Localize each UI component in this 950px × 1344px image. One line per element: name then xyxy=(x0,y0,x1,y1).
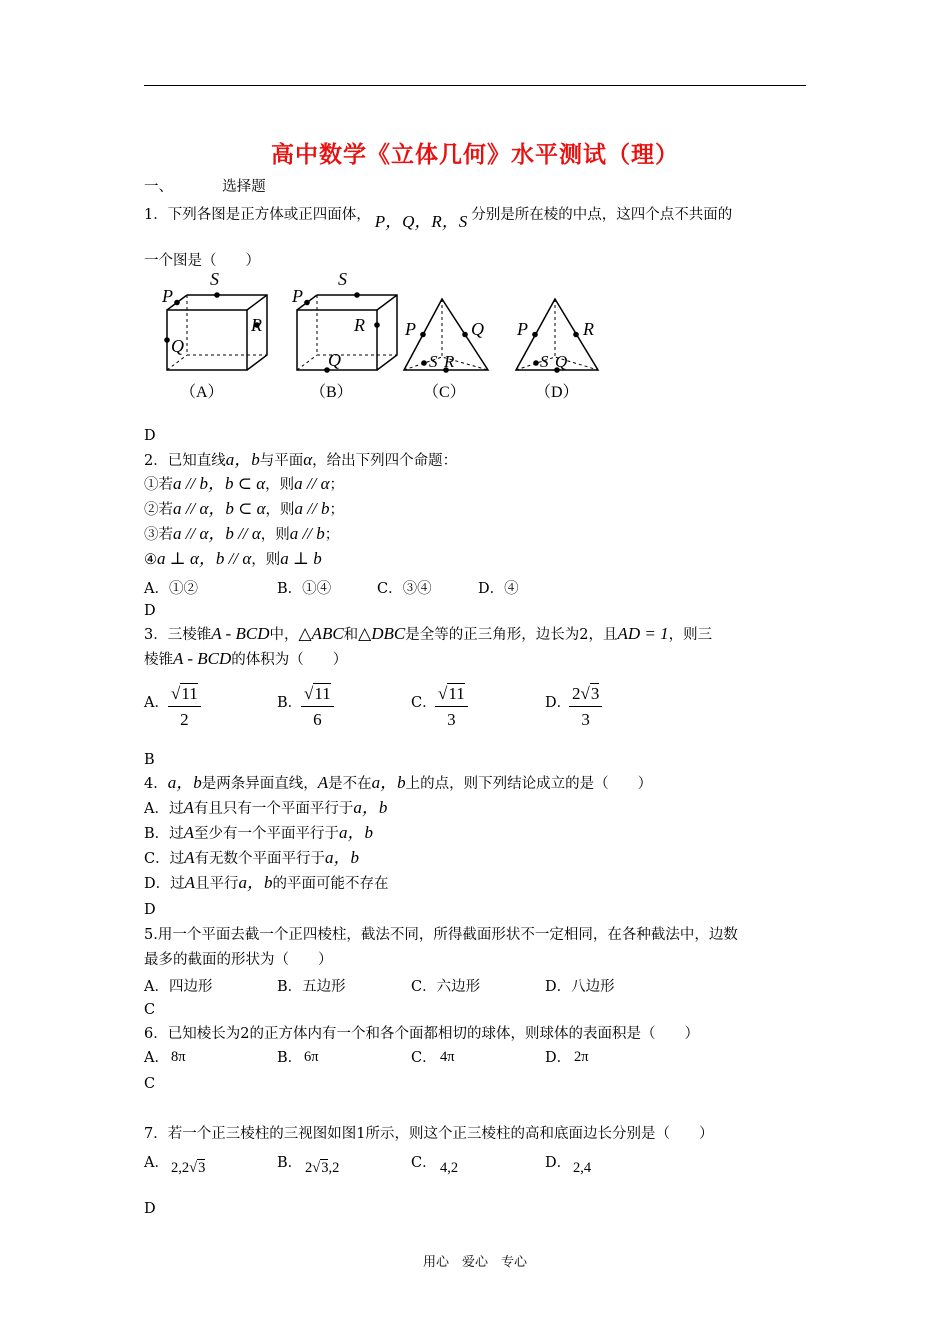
q6-option-c-value: 4π xyxy=(440,1049,455,1065)
q1-c-label-s: S xyxy=(429,352,438,371)
q6-answer: C xyxy=(144,1076,156,1092)
q1-a-point-s xyxy=(214,292,220,298)
q6-option-a-value: 8π xyxy=(171,1049,186,1065)
page-title: 高中数学《立体几何》水平测试（理） xyxy=(271,142,679,168)
q1-d-label-p: P xyxy=(517,319,528,339)
q7-option-c-label: C． xyxy=(411,1155,437,1171)
section-number: 一、 xyxy=(144,179,173,195)
q7-option-d-value: 2,4 xyxy=(573,1160,592,1176)
q1-b-caption: （B） xyxy=(310,384,353,401)
q4-option-a: A．过A有且只有一个平面平行于a，b xyxy=(144,798,388,817)
q3-option-b-value: $\frac{√11}{6}$ xyxy=(301,684,334,730)
q5-option-a: A．四边形 xyxy=(144,979,213,995)
section-title: 选择题 xyxy=(222,179,266,195)
q1-stem-line2: 一个图是（ ） xyxy=(144,253,260,269)
q3-stem-line1: 3．三棱锥A - BCD中，△ABC和△DBC是全等的正三角形，边长为2，且AD = 1，则三 xyxy=(144,624,713,643)
q2-proposition-1: ①若a // b，b ⊂ α，则a // α； xyxy=(144,474,344,493)
q6-option-b-value: 6π xyxy=(304,1049,319,1065)
q2-option-c: C．③④ xyxy=(377,581,432,597)
q7-option-a-value: 2,2√3 xyxy=(171,1160,206,1176)
q3-option-d-label: D． xyxy=(545,695,572,711)
q1-d-point-s xyxy=(533,360,539,366)
page-footer: 用心 爱心 专心 xyxy=(422,1255,527,1270)
q1-c-label-p: P xyxy=(405,319,416,339)
q3-option-a-label: A． xyxy=(144,695,169,711)
q2-option-a: A．①② xyxy=(144,581,198,597)
q3-option-c-label: C． xyxy=(411,695,437,711)
q1-c-point-p xyxy=(420,332,426,338)
q5-option-b: B．五边形 xyxy=(277,979,346,995)
q2-option-b: B．①④ xyxy=(277,581,332,597)
section-heading xyxy=(144,177,266,197)
q7-option-b-value: 2√3,2 xyxy=(305,1160,340,1176)
q7-answer: D xyxy=(144,1201,156,1217)
q5-stem-line2: 最多的截面的形状为（ ） xyxy=(144,952,333,968)
q1-a-point-p xyxy=(174,300,180,306)
q1-a-label-s: S xyxy=(210,269,219,289)
q1-b-label-s: S xyxy=(338,269,347,289)
q2-proposition-3: ③若a // α，b // α，则a // b； xyxy=(144,524,340,543)
q7-option-c-value: 4,2 xyxy=(440,1160,459,1176)
q1-figure-b xyxy=(297,295,397,370)
q1-answer: D xyxy=(144,428,156,444)
q3-option-c-value: $\frac{√11}{3}$ xyxy=(435,684,468,730)
q1-d-label-q: Q xyxy=(555,352,568,371)
q1-b-point-r xyxy=(374,322,380,328)
q6-option-a-label: A． xyxy=(144,1050,169,1066)
q3-option-a-value: $\frac{√11}{2}$ xyxy=(168,684,201,730)
q1-points: P，Q，R，S xyxy=(374,212,468,231)
q7-stem: 7．若一个正三棱柱的三视图如图1所示，则这个正三棱柱的高和底面边长分别是（ ） xyxy=(144,1126,714,1142)
q5-stem-line1: 5.用一个平面去截一个正四棱柱，截法不同，所得截面形状不一定相同，在各种截法中，边数 xyxy=(144,927,738,943)
q1-stem-line1: 1．下列各图是正方体或正四面体， P，Q，R，S 分别是所在棱的中点，这四个点不共面的 xyxy=(144,207,733,231)
q1-c-point-q xyxy=(462,332,468,338)
q1-d-point-p xyxy=(532,332,538,338)
q3-option-b-label: B． xyxy=(277,695,303,711)
q1-c-label-r: R xyxy=(444,352,455,371)
q1-b-point-s xyxy=(354,292,360,298)
q1-a-point-q xyxy=(164,337,170,343)
q7-option-d-label: D． xyxy=(545,1155,572,1171)
q2-answer: D xyxy=(144,603,156,619)
q4-stem: 4．a，b是两条异面直线，A是不在a，b上的点，则下列结论成立的是（ ） xyxy=(144,773,653,792)
q1-b-label-q: Q xyxy=(328,350,341,370)
q6-option-d-label: D． xyxy=(545,1050,572,1066)
q1-b-label-p: P xyxy=(292,286,303,306)
q2-option-d: D．④ xyxy=(478,581,519,597)
q3-option-d-value: $\frac{2√3}{3}$ xyxy=(569,684,602,730)
q2-proposition-2: ②若a // α，b ⊂ α，则a // b； xyxy=(144,499,344,518)
q1-b-point-p xyxy=(304,300,310,306)
q7-option-b-label: B． xyxy=(277,1155,303,1171)
q1-figures xyxy=(140,262,620,407)
q5-option-c: C．六边形 xyxy=(411,979,481,995)
q4-option-d: D．过A且平行a，b的平面可能不存在 xyxy=(144,873,389,892)
q1-d-caption: （D） xyxy=(535,384,579,401)
q1-a-label-p: P xyxy=(162,286,173,306)
q3-stem-line2: 棱锥A - BCD的体积为（ ） xyxy=(144,649,348,668)
q7-option-a-label: A． xyxy=(144,1155,169,1171)
q1-b-label-r: R xyxy=(354,315,365,335)
q1-d-label-s: S xyxy=(540,352,549,371)
q6-option-d-value: 2π xyxy=(574,1049,589,1065)
q2-stem: 2．已知直线a，b与平面α，给出下列四个命题： xyxy=(144,450,458,469)
q5-answer: C xyxy=(144,1002,156,1018)
q6-option-c-label: C． xyxy=(411,1050,437,1066)
q1-a-label-q: Q xyxy=(171,336,184,356)
q1-c-point-s xyxy=(421,360,427,366)
q5-option-d: D．八边形 xyxy=(545,979,615,995)
q1-d-point-r xyxy=(573,332,579,338)
header-rule xyxy=(144,85,806,86)
q1-d-label-r: R xyxy=(583,319,594,339)
q1-c-caption: （C） xyxy=(423,384,466,401)
q4-option-b: B．过A至少有一个平面平行于a，b xyxy=(144,823,374,842)
q1-c-label-q: Q xyxy=(471,319,484,339)
q6-option-b-label: B． xyxy=(277,1050,303,1066)
q2-proposition-4: ④a ⊥ α，b // α，则a ⊥ b xyxy=(144,549,322,568)
q6-stem: 6．已知棱长为2的正方体内有一个和各个面都相切的球体，则球体的表面积是（ ） xyxy=(144,1026,699,1042)
q1-a-label-r: R xyxy=(251,315,262,335)
q1-a-caption: （A） xyxy=(180,384,224,401)
q3-answer: B xyxy=(144,752,155,768)
q4-option-c: C．过A有无数个平面平行于a，b xyxy=(144,848,359,867)
q4-answer: D xyxy=(144,902,156,918)
